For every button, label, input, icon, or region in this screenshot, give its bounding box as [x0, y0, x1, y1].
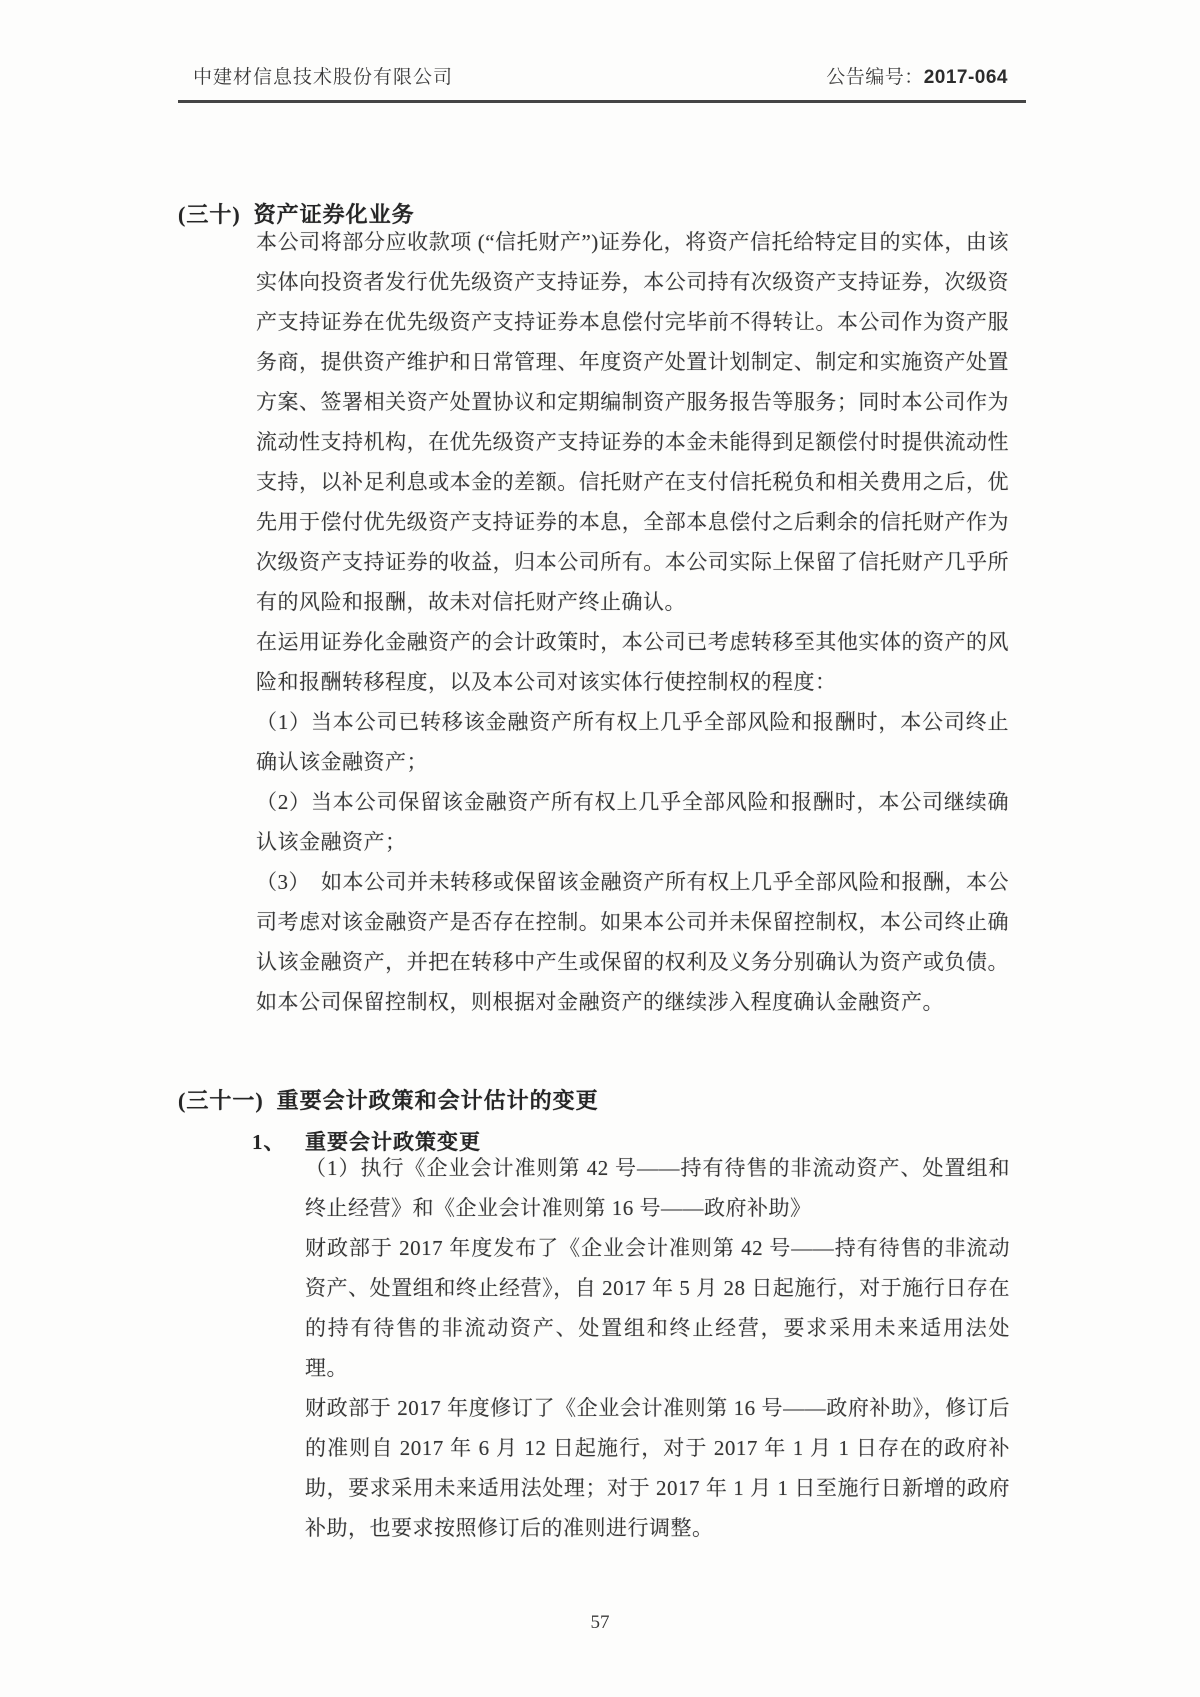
subsection-1-title: 重要会计政策变更: [305, 1130, 481, 1154]
section-31-heading: [178, 1084, 599, 1115]
subsection-1-number: 1、: [252, 1130, 286, 1154]
page-number: 57: [590, 1612, 610, 1633]
paragraph: （1）执行《企业会计准则第 42 号——持有待售的非流动资产、处置组和终止经营》和《企业会计准则第 16 号——政府补助》: [305, 1156, 1010, 1220]
paragraph: 本公司将部分应收款项 (“信托财产”)证券化，将资产信托给特定目的实体，由该实体向投资者发行优先级资产支持证券，本公司持有次级资产支持证券，次级资产支持证券在优先级资产支持证券本息偿付完毕前不得转让。本公司作为资产服务商，提供资产维护和日常管理、年度资产处置计划制定、制定和实施资产处置方案、签署相关资产处置协议和定期编制资产服务报告等服务；同时本公司作为流动性支持机构，在优先级资产支持证券的本金未能得到足额偿付时提供流动性支持，以补足利息或本金的差额。信托财产在支付信托税负和相关费用之后，优先用于偿付优先级资产支持证券的本息，全部本息偿付之后剩余的信托财产作为次级资产支持证券的收益，归本公司所有。本公司实际上保留了信托财产几乎所有的风险和报酬，故未对信托财产终止确认。: [256, 230, 1009, 614]
paragraph: 在运用证券化金融资产的会计政策时，本公司已考虑转移至其他实体的资产的风险和报酬转移程度，以及本公司对该实体行使控制权的程度：: [256, 630, 1009, 694]
section-31-title: 重要会计政策和会计估计的变更: [276, 1088, 599, 1113]
header-divider-line: [178, 100, 1026, 103]
section-31-body: [305, 1148, 1010, 1548]
paragraph: 财政部于 2017 年度修订了《企业会计准则第 16 号——政府补助》，修订后的准则自 2017 年 6 月 12 日起施行，对于 2017 年 1 月 1 日存在的政府补助，要求采用未来适用法处理；对于 2017 年 1 月 1 日至施行日新增的政府补助，也要求按照修订后的准则进行调整。: [305, 1396, 1010, 1540]
paragraph: （1）当本公司已转移该金融资产所有权上几乎全部风险和报酬时，本公司终止确认该金融资产；: [256, 710, 1009, 774]
section-30-title: 资产证券化业务: [253, 202, 415, 227]
section-30-body: [256, 222, 1009, 1022]
notice-number-value: 2017-064: [923, 67, 1008, 88]
header-notice-number: [826, 62, 1008, 89]
paragraph: （3） 如本公司并未转移或保留该金融资产所有权上几乎全部风险和报酬，本公司考虑对该金融资产是否存在控制。如果本公司并未保留控制权，本公司终止确认该金融资产，并把在转移中产生或保留的权利及义务分别确认为资产或负债。如本公司保留控制权，则根据对金融资产的继续涉入程度确认金融资产。: [256, 870, 1009, 1014]
section-31-number: (三十一): [178, 1088, 264, 1113]
paragraph: 财政部于 2017 年度发布了《企业会计准则第 42 号——持有待售的非流动资产、处置组和终止经营》，自 2017 年 5 月 28 日起施行，对于施行日存在的持有待售的非流动资产、处置组和终止经营，要求采用未来适用法处理。: [305, 1236, 1010, 1380]
header-company-name: 中建材信息技术股份有限公司: [193, 67, 454, 88]
paragraph: （2）当本公司保留该金融资产所有权上几乎全部风险和报酬时，本公司继续确认该金融资产；: [256, 790, 1009, 854]
notice-number-label: 公告编号：: [826, 67, 924, 88]
section-30-number: (三十): [178, 202, 241, 227]
